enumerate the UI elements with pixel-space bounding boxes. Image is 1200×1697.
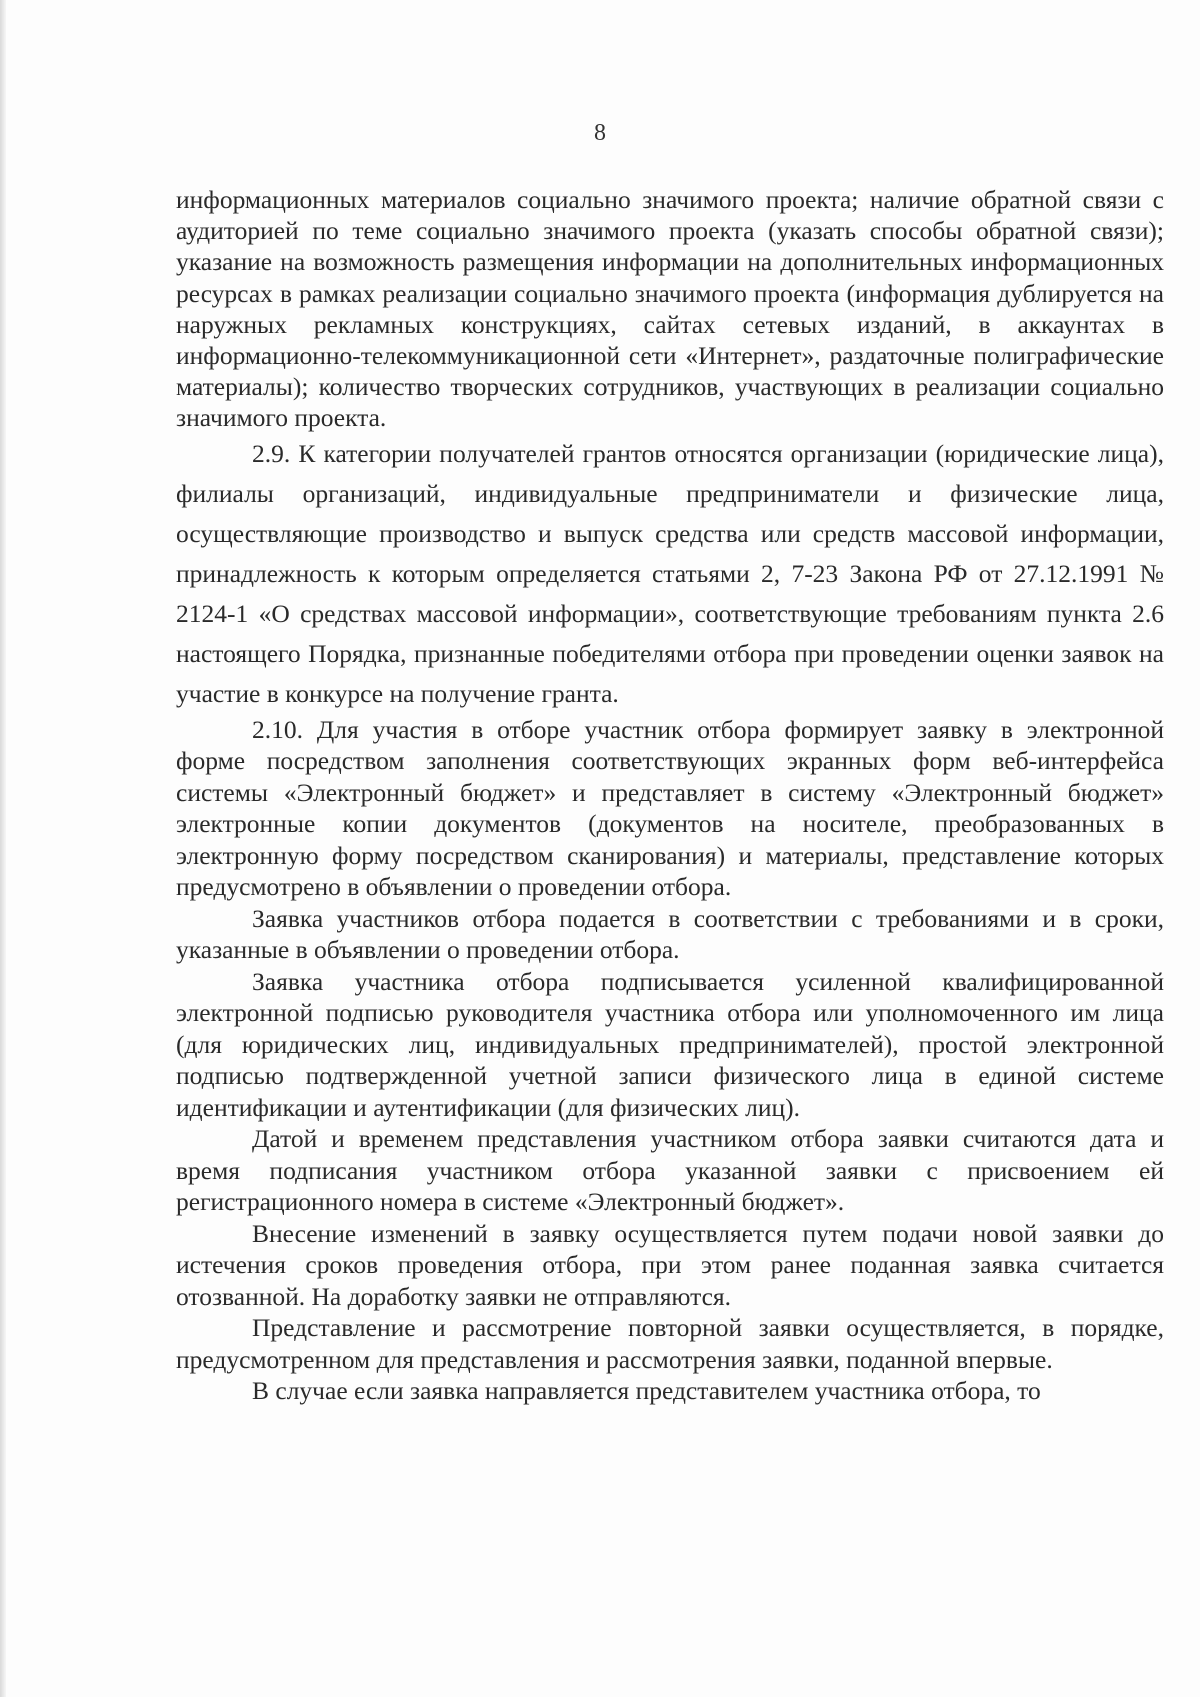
- paragraph-submission-date: Датой и временем представления участником отбора заявки считаются дата и время подписания участником отбора указанной заявки с присвоением ей регистрационного номера в системе «Электронный бюджет».: [176, 1124, 1164, 1217]
- paragraph-repeat-application: Представление и рассмотрение повторной заявки осуществляется, в порядке, предусмотренном для представления и рассмотрения заявки, поданной впервые.: [176, 1313, 1164, 1374]
- paragraph-2-10: 2.10. Для участия в отборе участник отбора формирует заявку в электронной форме посредством заполнения соответствующих экранных форм веб-интерфейса системы «Электронный бюджет» и представляет в систему «Электронный бюджет» электронные копии документов (документов на носителе, преобразованных в электронную форму посредством сканирования) и материалы, представление которых предусмотрено в объявлении о проведении отбора.: [176, 714, 1164, 902]
- paragraph-representative: В случае если заявка направляется представителем участника отбора, то: [252, 1376, 1041, 1406]
- paragraph-continuation: информационных материалов социально значимого проекта; наличие обратной связи с аудиторией по теме социально значимого проекта (указать способы обратной связи); указание на возможность размещения информации на дополнительных информационных ресурсах в рамках реализации социально значимого проекта (информация дублируется на наружных рекламных конструкциях, сайтах сетевых изданий, в аккаунтах в информационно-телекоммуникационной сети «Интернет», раздаточные полиграфические материалы); количество творческих сотрудников, участвующих в реализации социально значимого проекта.: [176, 185, 1164, 433]
- document-body: [176, 184, 1164, 1407]
- paragraph-application-signature: Заявка участника отбора подписывается усиленной квалифицированной электронной подписью руководителя участника отбора или уполномоченного им лица (для юридических лиц, индивидуальных предпринимателей), простой электронной подписью подтвержденной учетной записи физического лица в единой системе идентификации и аутентификации (для физических лиц).: [176, 966, 1164, 1122]
- paragraph-application-changes: Внесение изменений в заявку осуществляется путем подачи новой заявки до истечения сроков проведения отбора, при этом ранее поданная заявка считается отозванной. На доработку заявки не отправляются.: [176, 1218, 1164, 1311]
- page-number: 8: [594, 120, 606, 146]
- paragraph-2-9: 2.9. К категории получателей грантов относятся организации (юридические лица), филиалы организаций, индивидуальные предприниматели и физические лица, осуществляющие производство и выпуск средства или средств массовой информации, принадлежность к которым определяется статьями 2, 7-23 Закона РФ от 27.12.1991 № 2124-1 «О средствах массовой информации», соответствующие требованиям пункта 2.6 настоящего Порядка, признанные победителями отбора при проведении оценки заявок на участие в конкурсе на получение гранта.: [176, 438, 1164, 708]
- paragraph-application-deadlines: Заявка участников отбора подается в соответствии с требованиями и в сроки, указанные в объявлении о проведении отбора.: [176, 903, 1164, 965]
- scan-edge-shadow: [0, 0, 6, 1697]
